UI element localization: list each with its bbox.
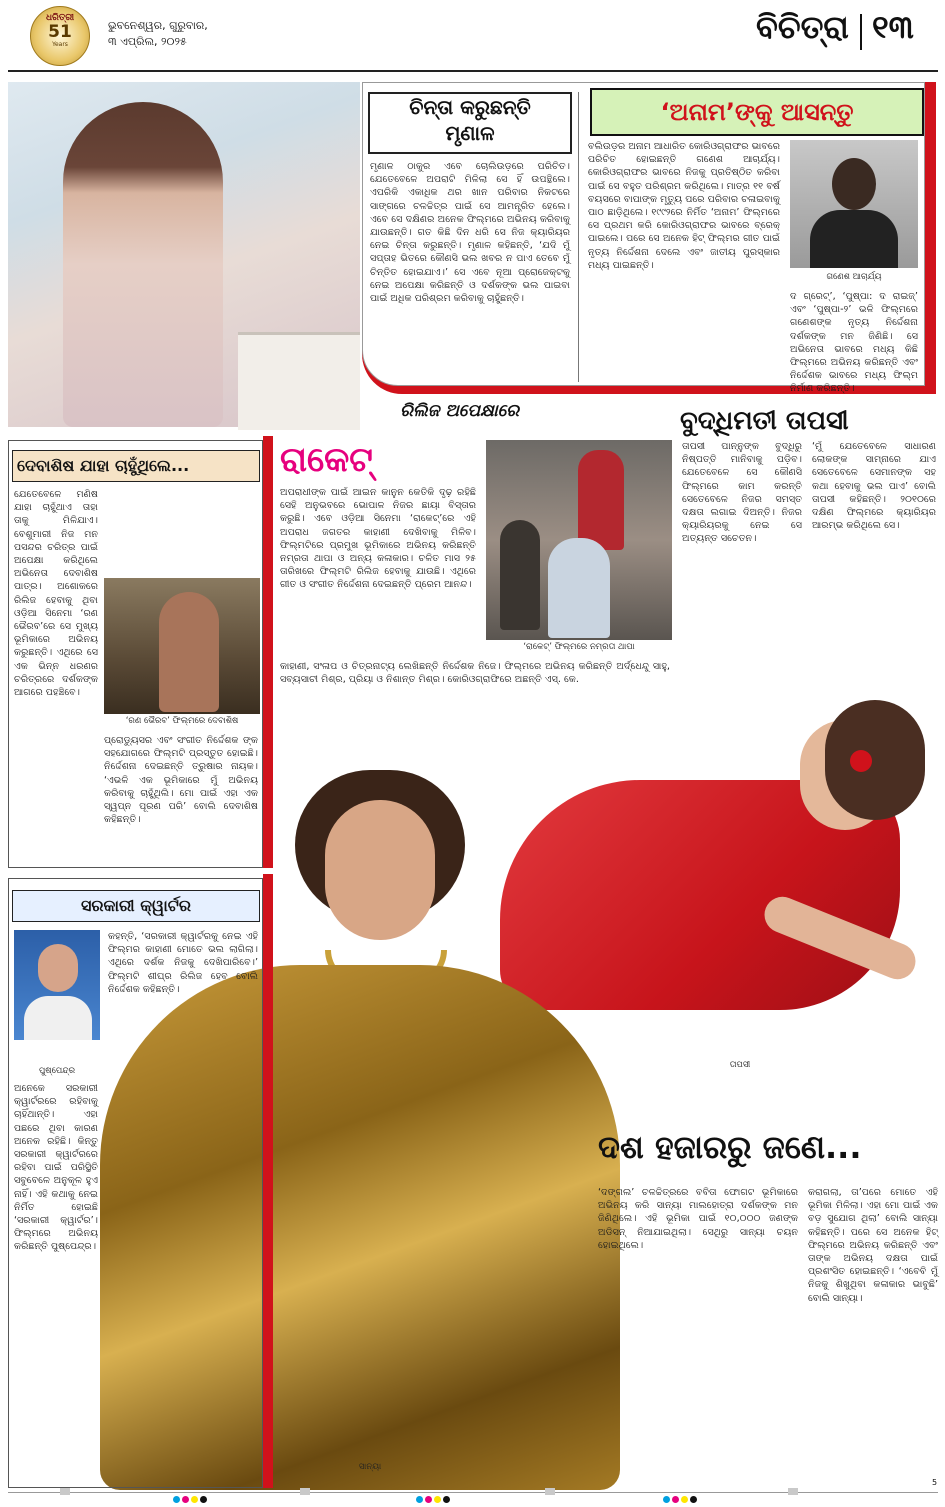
section-title: ବିଚିତ୍ରା <box>756 8 849 46</box>
debashish-caption: ‘ରଣ ଭୈରବ’ ଫିଲ୍ମରେ ଦେବାଶିଷ <box>125 716 239 726</box>
sanya-body2: କରାଗଲା, ତା’ପରେ ମୋତେ ଏହି ଭୂମିକା ମିଳିଲା। ଏହା ମୋ ପାଇଁ ଏକ ବଡ଼ ସୁଯୋଗ ଥିଲା’ ବୋଲି ସାନ୍ୟା କହିଛନ୍ତି। ପରେ ସେ ଅନେକ ହିଟ୍ ଫିଲ୍ମରେ ଅଭିନୟ କରିଛନ୍ତି ଏବଂ ତାଙ୍କ ଅଭିନୟ ଦକ୍ଷତା ପାଇଁ ପ୍ରଶଂସିତ ହୋଇଛନ୍ତି। ‘ଏବେବି ମୁଁ ନିଜକୁ ଶିଖୁଥିବା କଳାକାର ଭାବୁଛି’ ବୋଲି ସାନ୍ୟା। <box>808 1187 938 1304</box>
ganesh-body-shape <box>810 210 898 268</box>
logo-label: ଧରିତ୍ରୀ <box>45 13 75 23</box>
ganesh-body: ବଲିଉଡ଼ର ଅନାମ ଆଧାରିତ କୋରିଓଗ୍ରାଫର ଭାବରେ ପରିଚିତ ହୋଇଛନ୍ତି ଗଣେଶ ଆଚାର୍ଯ୍ୟ। କୋରିଓଗ୍ରାଫର ଭାବରେ ନିଜକୁ ପ୍ରତିଷ୍ଠିତ କରିବା ପାଇଁ ସେ ବହୁତ ପରିଶ୍ରମ କରିଥିଲେ। ମାତ୍ର ୧୧ ବର୍ଷ ବୟସରେ ବାପାଙ୍କ ମୃତ୍ୟୁ ପରେ ପରିବାର ଚଳାଇବାକୁ ପାଠ ଛାଡ଼ିଥିଲେ। ୧୯୯୨ରେ ନିର୍ମିତ ‘ଅନାମ’ ଫିଲ୍ମରେ ସେ ପ୍ରଥମ କରି କୋରିଓଗ୍ରାଫର ଭାବରେ ବ୍ରେକ୍ ପାଇଲେ। ପରେ ସେ ଅନେକ ହିଟ୍ ଫିଲ୍ମର ଗୀତ ପାଇଁ ନୃତ୍ୟ ନିର୍ଦ୍ଦେଶନା ଦେଲେ ଏବଂ ଜାତୀୟ ପୁରସ୍କାର ମଧ୍ୟ ପାଇଛନ୍ତି। <box>588 141 780 271</box>
sarkari-body: ଅନେକେ ସରକାରୀ କ୍ୱାର୍ଟରରେ ରହିବାକୁ ଚାହିଁଥାନ୍ତି। ଏହା ପଛରେ ଥିବା କାରଣ ଅନେକ ରହିଛି। କିନ୍ତୁ ସରକାରୀ କ୍ୱାର୍ଟରରେ ରହିବା ପାଇଁ ପରିସ୍ଥିତି ସବୁବେଳେ ଅନୁକୂଳ ହୁଏ ନାହିଁ। ଏହି କଥାକୁ ନେଇ ନିର୍ମିତ ହୋଇଛି ‘ସରକାରୀ କ୍ୱାର୍ଟର’। ଫିଲ୍ମରେ ଅଭିନୟ କରିଛନ୍ତି ପୁଷ୍ପେନ୍ଦ୍ର। <box>14 1083 98 1253</box>
mrunal-headline-line1: ଚିନ୍ତା କରୁଛନ୍ତି <box>409 95 531 119</box>
section-divider <box>860 14 862 50</box>
cmyk-dots <box>662 1488 698 1507</box>
gray-swatch <box>60 1488 70 1495</box>
racket-figure-side <box>500 520 540 630</box>
dateline-line2: ୩ ଏପ୍ରିଲ, ୨୦୨୫ <box>108 35 187 48</box>
sanya-body: ‘ଦଙ୍ଗଲ’ ଚଳଚ୍ଚିତ୍ରରେ ବବିତା ଫୋଗଟ ଭୂମିକାରେ ଅଭିନୟ କରି ସାନ୍ୟା ମାଲହୋତ୍ରା ଦର୍ଶକଙ୍କ ମନ ଜିଣିଥିଲେ। ଏହି ଭୂମିକା ପାଇଁ ୧୦,୦୦୦ ଜଣଙ୍କ ଅଡିସନ୍ ନିଆଯାଇଥିଲା। ସେଥିରୁ ସାନ୍ୟା ଚୟନ ହୋଇଥିଲେ। <box>598 1187 798 1251</box>
print-registration-marks <box>0 1478 945 1498</box>
ganesh-caption: ଗଣେଶ ଆଚାର୍ଯ୍ୟ <box>826 272 882 282</box>
taapsee-rose <box>850 750 872 772</box>
mrunal-photo <box>8 82 360 427</box>
mrunal-headline <box>368 92 572 154</box>
logo-years: 51 <box>48 22 72 42</box>
page-number: ୧୩ <box>872 8 914 46</box>
sanya-caption: ସାନ୍ୟା <box>358 1462 382 1472</box>
taapsee-body: ତାପସୀ ପାନ୍ନୁଙ୍କ ବୁଦ୍ଧିରୁ ନିଷ୍ପତ୍ତି ମାନିବାକୁ ପଡ଼ିବ। ଯେତେବେଳେ ସେ କୌଣସି ଫିଲ୍ମରେ କାମ କରନ୍ତି ସେତେବେଳେ ନିଜର ସମସ୍ତ ଦକ୍ଷତା ଲଗାଇ ଦିଅନ୍ତି। ନିଜର କ୍ୟାରିୟରକୁ ନେଇ ସେ ଅତ୍ୟନ୍ତ ସଚେତନ। <box>682 441 802 545</box>
sarkari-body2: କହନ୍ତି, ‘ସରକାରୀ କ୍ୱାର୍ଟରକୁ ନେଇ ଏହି ଫିଲ୍ମର କାହାଣୀ ମୋତେ ଭଲ ଲାଗିଲା। ଏଥିରେ ଦର୍ଶକ ନିଜକୁ ଦେଖିପାରିବେ।’ ଫିଲ୍ମଟି ଶୀଘ୍ର ରିଲିଜ ହେବ ବୋଲି ନିର୍ଦ୍ଦେଶକ କହିଛନ୍ତି। <box>108 931 258 995</box>
pushpendra-shirt <box>24 996 92 1040</box>
racket-headline: ରାକେଟ୍ <box>280 440 373 480</box>
dateline-line1: ଭୁବନେଶ୍ୱର, ଗୁରୁବାର, <box>108 19 208 32</box>
debashish-figure <box>159 592 219 712</box>
sarkari-box-red-edge <box>263 874 273 1488</box>
mrunal-body: ମୃଣାଳ ଠାକୁର ଏବେ ଚୋଲିଉଡ଼ରେ ପରିଚିତ। ଯେତେବେଳେ ଅପରାଟି ମିଳିଲା ସେ ହିଁ ଉପନ୍ଥିଲେ। ଏପରିକି ଏକାଧିକ ଥର ଖାନ ପରିବାର ନିକଟରେ ସାଙ୍ଗରେ ଚଳଚ୍ଚିତ୍ର ପାଇଁ ସେ ଆମନ୍ତ୍ରିତ ହେଲେ। ଏବେ ସେ ଦକ୍ଷିଣର ଅନେକ ଫିଲ୍ମରେ ଅଭିନୟ କରିବାକୁ ଯାଉଛନ୍ତି। ଗତ କିଛି ଦିନ ଧରି ସେ ନିଜ କ୍ୟାରିୟର ନେଇ ଚିନ୍ତା କରୁଛନ୍ତି। ମୃଣାଳ କହିଛନ୍ତି, ‘ଯଦି ମୁଁ ସପ୍ତାହ ଭିତରେ କୌଣସି ଭଲ ଖବର ନ ପାଏ ତେବେ ମୁଁ ଚିନ୍ତିତ ହୋଇଯାଏ।’ ସେ ଏବେ ନୂଆ ପ୍ରୋଜେକ୍ଟକୁ ନେଇ ଅପେକ୍ଷା କରିଛନ୍ତି ଓ ଦର୍ଶକଙ୍କ ଭଲ ପାଇବା ପାଇଁ ଅଧିକ ପରିଶ୍ରମ କରିବାକୁ ଚାହୁଁଛନ୍ତି। <box>370 161 570 305</box>
racket-figure-back <box>578 450 624 550</box>
gray-swatch <box>545 1488 555 1495</box>
ganesh-body2: ଦ ଗ୍ରେଟ୍’, ‘ପୁଷ୍ପା: ଦ ରାଇଜ୍’ ଏବଂ ‘ପୁଷ୍ପା-୨’ ଭଳି ଫିଲ୍ମରେ ଗଣେଶଙ୍କ ନୃତ୍ୟ ନିର୍ଦ୍ଦେଶନା ଦର୍ଶକଙ୍କ ମନ ଜିଣିଛି। ସେ ଅଭିନେତା ଭାବରେ ମଧ୍ୟ କିଛି ଫିଲ୍ମରେ ଅଭିନୟ କରିଛନ୍ତି ଏବଂ ନିର୍ଦ୍ଦେଶକ ଭାବରେ ମଧ୍ୟ ଫିଲ୍ମ ନିର୍ମାଣ କରିଛନ୍ତି। <box>790 291 918 395</box>
mrunal-ganesh-divider <box>578 92 579 382</box>
pushpendra-photo <box>14 930 100 1040</box>
ganesh-headline-text: ‘ଅନାମ’ଙ୍କୁ ଆସନ୍ତୁ <box>660 98 854 126</box>
racket-body2: କାହାଣୀ, ସଂଳାପ ଓ ଚିତ୍ରନାଟ୍ୟ ଲେଖିଛନ୍ତି ନିର୍ଦ୍ଦେଶକ ନିଜେ। ଫିଲ୍ମରେ ଅଭିନୟ କରିଛନ୍ତି ଅର୍ଦ୍ଧେନ୍ଦୁ ସାହୁ, ସବ୍ୟସାଚୀ ମିଶ୍ର, ପ୍ରିୟା ଓ ନିଶାନ୍ତ ମିଶ୍ର। କୋରିଓଗ୍ରାଫିରେ ଅଛନ୍ତି ଏସ୍. କେ. <box>280 661 670 686</box>
page-marker: 5 <box>932 1478 938 1487</box>
ganesh-photo <box>790 140 918 268</box>
dharitri-51-logo <box>30 6 90 66</box>
debashish-photo <box>104 578 260 714</box>
taapsee-body2: ‘ମୁଁ ଯେତେବେଳେ ସାଧାରଣ ଲୋକଙ୍କ ସାମ୍ନାରେ ଯାଏ ସେତେବେଳେ ସେମାନଙ୍କ ସହ କଥା ହେବାକୁ ଭଲ ପାଏ’ ବୋଲି ତାପସୀ କହିଛନ୍ତି। ୨୦୧୦ରେ ଦକ୍ଷିଣ ଫିଲ୍ମରେ କ୍ୟାରିୟର ଆରମ୍ଭ କରିଥିଲେ ସେ। <box>812 441 936 532</box>
racket-photo <box>486 440 672 640</box>
taapsee-headline: ବୁଦ୍ଧିମତୀ ତାପସୀ <box>680 406 849 436</box>
sarkari-headline-text: ସରକାରୀ କ୍ୱାର୍ଟର <box>81 896 191 915</box>
ganesh-headline <box>590 88 924 136</box>
sarkari-headline <box>12 890 260 922</box>
taapsee-caption: ତାପସୀ <box>729 1060 751 1070</box>
mrunal-headline-line2: ମୃଣାଳ <box>445 121 495 145</box>
masthead-rule <box>8 70 938 72</box>
photo-balcony <box>238 332 360 430</box>
ganesh-head <box>832 158 876 210</box>
gray-swatch <box>300 1488 310 1495</box>
racket-caption: ‘ରାକେଟ୍’ ଫିଲ୍ମରେ ନମ୍ରତା ଥାପା <box>523 642 635 652</box>
pushpendra-face <box>38 944 78 992</box>
racket-body: ଅପରାଧୀଙ୍କ ପାଇଁ ଆଇନ କାନୁନ କେତିକି ଦୃଢ଼ ରହିଛି ସେହି ଅନୁଭବରେ ଭୋପାଳ ନିଜର ଛାୟା ବିସ୍ତାର କରୁଛି। ଏବେ ଓଡ଼ିଆ ସିନେମା ‘ରାକେଟ୍’ରେ ଏହି ଅପରାଧ ଜଗତର କାହାଣୀ ଦେଖିବାକୁ ମିଳିବ। ଫିଲ୍ମଟିରେ ପ୍ରମୁଖ ଭୂମିକାରେ ଅଭିନୟ କରିଛନ୍ତି ନମ୍ରତା ଥାପା ଓ ଅନ୍ୟ କଳାକାର। ଚଳିତ ମାସ ୨୫ ତାରିଖରେ ଫିଲ୍ମଟି ରିଲିଜ ହେବାକୁ ଯାଉଛି। ଏଥିରେ ଗୀତ ଓ ସଂଗୀତ ନିର୍ଦ୍ଦେଶନା ଦେଇଛନ୍ତି ପ୍ରେମ ଆନନ୍ଦ। <box>280 487 476 591</box>
debashish-body2: ପ୍ରୋଡ୍ୟୁସର ଏବଂ ସଂଗୀତ ନିର୍ଦ୍ଦେଶକ ଙ୍କ ସହଯୋଗରେ ଫିଲ୍ମଟି ପ୍ରସ୍ତୁତ ହୋଇଛି। ନିର୍ଦ୍ଦେଶନା ଦେଇଛନ୍ତି ତ୍ରୁଷାର ନାୟକ। ‘ଏଭଳି ଏକ ଭୂମିକାରେ ମୁଁ ଅଭିନୟ କରିବାକୁ ଚାହୁଁଥିଲି। ମୋ ପାଇଁ ଏହା ଏକ ସ୍ୱପ୍ନ ପୂରଣ ପରି’ ବୋଲି ଦେବାଶିଷ କହିଛନ୍ତି। <box>104 735 258 826</box>
sanya-face <box>325 800 435 940</box>
debashish-headline <box>12 450 260 482</box>
debashish-body: ଯେତେବେଳେ ମଣିଷ ଯାହା ଚାହୁଁଥାଏ ତାହା ତାକୁ ମିଳିଯାଏ। ବେଶୁମାରୀ ନିଜ ମନ ପସନ୍ଦର ଚରିତ୍ର ପାଇଁ ଅପେକ୍ଷା କରିଥିଲେ ଅଭିନେତା ଦେବାଶିଷ ପାତ୍ର। ଅଶୋକରେ ରିଲିଜ ହେବାକୁ ଥିବା ଓଡ଼ିଆ ସିନେମା ‘ରଣ ଭୈରବ’ରେ ସେ ମୁଖ୍ୟ ଭୂମିକାରେ ଅଭିନୟ କରୁଛନ୍ତି। ଏଥିରେ ସେ ଏକ ଭିନ୍ନ ଧରଣର ଚରିତ୍ରରେ ଦର୍ଶକଙ୍କ ଆଗରେ ପହଞ୍ଚିବେ। <box>14 489 98 699</box>
racket-figure-front <box>548 538 610 638</box>
logo-years-suffix: Years <box>52 41 68 48</box>
masthead <box>0 0 945 70</box>
taapsee-hair <box>825 700 925 820</box>
gray-swatch <box>788 1488 798 1495</box>
cmyk-dots <box>172 1488 208 1507</box>
pushpendra-caption: ପୁଷ୍ପେନ୍ଦ୍ର <box>38 1066 76 1076</box>
sanya-headline: ଦଶ ହଜାରରୁ ଜଣେ... <box>598 1128 862 1166</box>
dateline <box>108 18 208 50</box>
cmyk-dots <box>415 1488 451 1507</box>
debashish-headline-text: ଦେବାଶିଷ ଯାହା ଚାହୁଁଥିଲେ... <box>17 456 190 475</box>
release-banner-text: ରିଲିଜ ଅପେକ୍ଷାରେ <box>400 401 520 421</box>
release-banner <box>400 398 672 424</box>
figure-silhouette <box>63 102 223 427</box>
